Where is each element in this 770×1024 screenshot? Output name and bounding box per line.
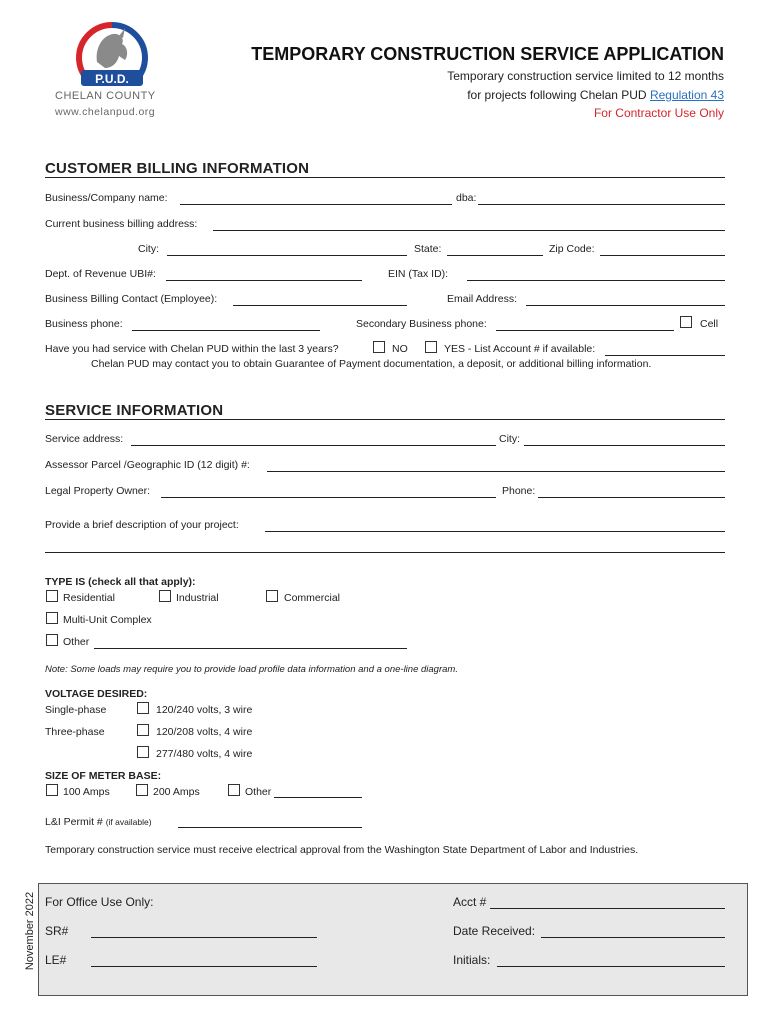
- email-label: Email Address:: [447, 293, 518, 305]
- permit-label: [45, 816, 152, 828]
- billing-heading-rule: [45, 177, 725, 178]
- email-field[interactable]: [526, 305, 725, 306]
- cell-label: Cell: [700, 318, 719, 330]
- account-number-field[interactable]: [605, 355, 725, 356]
- secondary-phone-field[interactable]: [496, 330, 674, 331]
- residential-checkbox[interactable]: [46, 590, 58, 602]
- meter-100-label: 100 Amps: [63, 786, 110, 798]
- revision-date: November 2022: [24, 891, 36, 971]
- single-phase-label: Single-phase: [45, 704, 107, 716]
- owner-label: Legal Property Owner:: [45, 485, 151, 497]
- commercial-checkbox[interactable]: [266, 590, 278, 602]
- service-heading: SERVICE INFORMATION: [45, 402, 224, 419]
- ubi-label: Dept. of Revenue UBI#:: [45, 268, 156, 280]
- ubi-field[interactable]: [166, 280, 362, 281]
- owner-phone-field[interactable]: [538, 497, 725, 498]
- acct-field[interactable]: [490, 908, 725, 909]
- owner-field[interactable]: [161, 497, 496, 498]
- regulation-link[interactable]: Regulation 43: [649, 88, 724, 102]
- company-name-field[interactable]: [180, 204, 452, 205]
- date-received-label: Date Received:: [453, 924, 536, 938]
- loads-note: Note: Some loads may require you to provide load profile data information and a one-line diagram.: [45, 664, 458, 675]
- state-field[interactable]: [447, 255, 543, 256]
- multi-unit-checkbox[interactable]: [46, 612, 58, 624]
- commercial-label: Commercial: [284, 592, 341, 604]
- billing-address-field[interactable]: [213, 230, 725, 231]
- logo-org: CHELAN COUNTY: [55, 90, 156, 102]
- header-line-2: [467, 88, 724, 102]
- service-address-label: Service address:: [45, 433, 124, 445]
- contractor-note: For Contractor Use Only: [593, 106, 724, 120]
- billing-contact-field[interactable]: [233, 305, 407, 306]
- logo-badge-text: P.U.D.: [95, 72, 129, 86]
- ein-label: EIN (Tax ID):: [388, 268, 449, 280]
- residential-label: Residential: [63, 592, 115, 604]
- parcel-field[interactable]: [267, 471, 725, 472]
- business-phone-label: Business phone:: [45, 318, 123, 330]
- permit-note: (if available): [105, 817, 152, 827]
- dba-label: dba:: [456, 192, 477, 204]
- meter-heading: SIZE OF METER BASE:: [45, 770, 162, 782]
- prior-service-yes-checkbox[interactable]: [425, 341, 437, 353]
- logo: [55, 22, 165, 122]
- prior-service-no-checkbox[interactable]: [373, 341, 385, 353]
- voltage-277-480-checkbox[interactable]: [137, 746, 149, 758]
- permit-label-text: L&I Permit #: [45, 816, 103, 828]
- project-description-field-2[interactable]: [45, 552, 725, 553]
- industrial-checkbox[interactable]: [159, 590, 171, 602]
- service-city-field[interactable]: [524, 445, 725, 446]
- voltage-120-208-checkbox[interactable]: [137, 724, 149, 736]
- service-address-field[interactable]: [131, 445, 496, 446]
- logo-website: www.chelanpud.org: [55, 106, 156, 118]
- service-city-label: City:: [499, 433, 520, 445]
- permit-field[interactable]: [178, 827, 362, 828]
- prior-service-question: Have you had service with Chelan PUD within the last 3 years?: [45, 343, 339, 355]
- approval-note: Temporary construction service must receive electrical approval from the Washington State Department of Labor and Industries.: [45, 844, 639, 856]
- billing-address-label: Current business billing address:: [45, 218, 198, 230]
- secondary-phone-label: Secondary Business phone:: [356, 318, 487, 330]
- header-line-2-text: for projects following Chelan PUD: [467, 88, 650, 102]
- three-phase-label: Three-phase: [45, 726, 105, 738]
- voltage-heading: VOLTAGE DESIRED:: [45, 688, 148, 700]
- service-heading-rule: [45, 419, 725, 420]
- billing-heading: CUSTOMER BILLING INFORMATION: [45, 160, 310, 177]
- guarantee-note: Chelan PUD may contact you to obtain Guarantee of Payment documentation, a deposit, or additional billing information.: [91, 358, 652, 370]
- date-received-field[interactable]: [541, 937, 725, 938]
- business-phone-field[interactable]: [132, 330, 320, 331]
- acct-label: Acct #: [453, 895, 487, 909]
- meter-other-label: Other: [245, 786, 272, 798]
- page-title: TEMPORARY CONSTRUCTION SERVICE APPLICATION: [251, 44, 724, 64]
- zip-field[interactable]: [600, 255, 725, 256]
- header-line-1: Temporary construction service limited to 12 months: [447, 69, 724, 83]
- cell-checkbox[interactable]: [680, 316, 692, 328]
- owner-phone-label: Phone:: [502, 485, 536, 497]
- zip-label: Zip Code:: [549, 243, 595, 255]
- meter-200-label: 200 Amps: [153, 786, 200, 798]
- meter-200-checkbox[interactable]: [136, 784, 148, 796]
- project-description-label: Provide a brief description of your project:: [45, 519, 239, 531]
- state-label: State:: [414, 243, 442, 255]
- office-heading: For Office Use Only:: [45, 895, 154, 909]
- type-heading: TYPE IS (check all that apply):: [45, 576, 196, 588]
- le-field[interactable]: [91, 966, 317, 967]
- sr-field[interactable]: [91, 937, 317, 938]
- ein-field[interactable]: [467, 280, 725, 281]
- initials-label: Initials:: [453, 953, 491, 967]
- city-field[interactable]: [167, 255, 407, 256]
- initials-field[interactable]: [497, 966, 725, 967]
- voltage-120-208-label: 120/208 volts, 4 wire: [156, 726, 253, 738]
- le-label: LE#: [45, 953, 67, 967]
- voltage-277-480-label: 277/480 volts, 4 wire: [156, 748, 253, 760]
- meter-other-checkbox[interactable]: [228, 784, 240, 796]
- city-label: City:: [138, 243, 159, 255]
- other-type-label: Other: [63, 636, 90, 648]
- parcel-label: Assessor Parcel /Geographic ID (12 digit) #:: [45, 459, 250, 471]
- prior-service-no-label: NO: [392, 343, 408, 355]
- voltage-120-240-checkbox[interactable]: [137, 702, 149, 714]
- industrial-label: Industrial: [176, 592, 219, 604]
- other-type-checkbox[interactable]: [46, 634, 58, 646]
- meter-100-checkbox[interactable]: [46, 784, 58, 796]
- company-name-label: Business/Company name:: [45, 192, 168, 204]
- meter-other-field[interactable]: [274, 797, 362, 798]
- voltage-120-240-label: 120/240 volts, 3 wire: [156, 704, 253, 716]
- prior-service-yes-label: YES - List Account # if available:: [444, 343, 596, 355]
- dba-field[interactable]: [478, 204, 725, 205]
- sr-label: SR#: [45, 924, 69, 938]
- project-description-field[interactable]: [265, 531, 725, 532]
- billing-contact-label: Business Billing Contact (Employee):: [45, 293, 218, 305]
- multi-unit-label: Multi-Unit Complex: [63, 614, 152, 626]
- other-type-field[interactable]: [94, 648, 407, 649]
